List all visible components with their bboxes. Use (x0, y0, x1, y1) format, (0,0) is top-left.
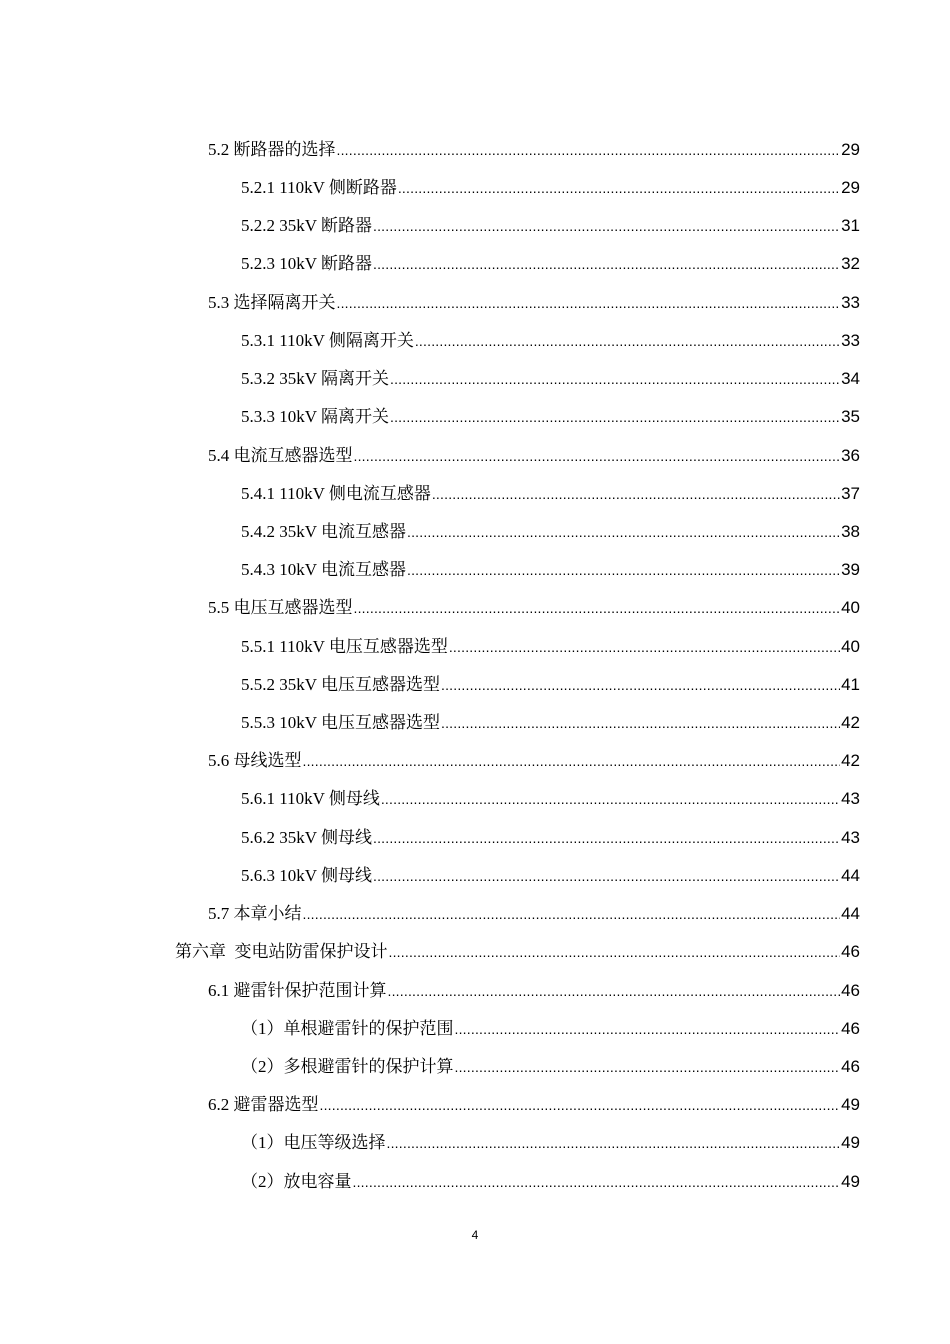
dot-leader (303, 902, 841, 926)
toc-entry-title: 5.6.1 110kV 侧母线 (241, 789, 380, 808)
toc-entry-page: 49 (841, 1133, 860, 1152)
toc-entry-page: 38 (841, 522, 860, 541)
dot-leader (387, 1131, 841, 1155)
toc-entry-page: 43 (841, 828, 860, 847)
toc-entry-page: 46 (841, 1057, 860, 1076)
toc-entry-page: 37 (841, 484, 860, 503)
toc-entry-title: 5.4.3 10kV 电流互感器 (241, 560, 406, 579)
toc-entry[interactable] (208, 138, 860, 162)
toc-entry-page: 32 (841, 254, 860, 273)
dot-leader (432, 482, 840, 506)
toc-entry[interactable] (241, 673, 860, 697)
toc-entry-title: 5.6 母线选型 (208, 751, 302, 770)
toc-entry-title: （1）电压等级选择 (241, 1133, 386, 1152)
dot-leader (373, 864, 840, 888)
dot-leader (373, 826, 840, 850)
dot-leader (455, 1055, 841, 1079)
toc-entry-page: 44 (841, 866, 860, 885)
toc-entry-page: 39 (841, 560, 860, 579)
toc-entry[interactable] (241, 787, 860, 811)
toc-entry[interactable] (241, 635, 860, 659)
dot-leader (415, 329, 840, 353)
toc-entry[interactable] (208, 902, 860, 926)
toc-entry-page: 33 (841, 331, 860, 350)
toc-entry[interactable] (241, 405, 860, 429)
toc-entry[interactable] (241, 252, 860, 276)
dot-leader (407, 558, 840, 582)
toc-entry-title: （2）多根避雷针的保护计算 (241, 1057, 454, 1076)
toc-entry-title: 5.3.3 10kV 隔离开关 (241, 407, 389, 426)
toc-entry-page: 49 (841, 1172, 860, 1191)
page-number: 4 (471, 1228, 479, 1242)
toc-entry-title: 5.5 电压互感器选型 (208, 598, 353, 617)
toc-entry[interactable] (241, 329, 860, 353)
toc-entry-title: （2）放电容量 (241, 1172, 352, 1191)
dot-leader (390, 367, 840, 391)
toc-entry-title: 6.1 避雷针保护范围计算 (208, 981, 387, 1000)
toc-entry-title: 5.3.2 35kV 隔离开关 (241, 369, 389, 388)
toc-entry[interactable] (241, 520, 860, 544)
toc-entry-title: （1）单根避雷针的保护范围 (241, 1019, 454, 1038)
toc-entry[interactable] (241, 367, 860, 391)
dot-leader (373, 214, 840, 238)
toc-entry[interactable] (208, 444, 860, 468)
toc-entry-page: 33 (841, 293, 860, 312)
dot-leader (337, 291, 841, 315)
dot-leader (390, 405, 840, 429)
toc-entry-page: 34 (841, 369, 860, 388)
toc-entry-title: 5.6.2 35kV 侧母线 (241, 828, 372, 847)
dot-leader (449, 635, 840, 659)
toc-entry[interactable] (241, 1017, 860, 1041)
toc-entry[interactable] (241, 1131, 860, 1155)
toc-entry-title: 第六章 变电站防雷保护设计 (175, 942, 388, 961)
toc-entry-page: 40 (841, 598, 860, 617)
toc-entry-title: 5.7 本章小结 (208, 904, 302, 923)
toc-entry-title: 5.5.1 110kV 电压互感器选型 (241, 637, 448, 656)
toc-entry-page: 35 (841, 407, 860, 426)
toc-entry-title: 5.3 选择隔离开关 (208, 293, 336, 312)
toc-entry-title: 5.2.2 35kV 断路器 (241, 216, 372, 235)
toc-entry[interactable] (241, 1170, 860, 1194)
toc-entry[interactable] (208, 291, 860, 315)
dot-leader (337, 138, 841, 162)
toc-entry[interactable] (241, 558, 860, 582)
toc-entry[interactable] (241, 826, 860, 850)
dot-leader (441, 673, 840, 697)
dot-leader (373, 252, 840, 276)
toc-entry-page: 42 (841, 751, 860, 770)
toc-entry[interactable] (208, 1093, 860, 1117)
toc-entry[interactable] (175, 940, 860, 964)
dot-leader (354, 596, 841, 620)
toc-entry-title: 5.2.1 110kV 侧断路器 (241, 178, 397, 197)
dot-leader (388, 979, 841, 1003)
toc-entry-page: 46 (841, 1019, 860, 1038)
dot-leader (389, 940, 841, 964)
toc-entry[interactable] (241, 482, 860, 506)
dot-leader (441, 711, 840, 735)
toc-entry-title: 5.3.1 110kV 侧隔离开关 (241, 331, 414, 350)
toc-entry-page: 49 (841, 1095, 860, 1114)
toc-entry-title: 5.5.2 35kV 电压互感器选型 (241, 675, 440, 694)
toc-entry-title: 5.4.1 110kV 侧电流互感器 (241, 484, 431, 503)
toc-entry-title: 6.2 避雷器选型 (208, 1095, 319, 1114)
toc-entry-title: 5.5.3 10kV 电压互感器选型 (241, 713, 440, 732)
toc-entry-page: 36 (841, 446, 860, 465)
toc-entry-title: 5.2.3 10kV 断路器 (241, 254, 372, 273)
toc-entry-page: 31 (841, 216, 860, 235)
toc-entry[interactable] (241, 711, 860, 735)
toc-entry[interactable] (241, 1055, 860, 1079)
dot-leader (353, 1170, 841, 1194)
toc-entry-page: 42 (841, 713, 860, 732)
toc-entry-title: 5.4.2 35kV 电流互感器 (241, 522, 406, 541)
toc-entry-page: 29 (841, 178, 860, 197)
toc-entry[interactable] (241, 214, 860, 238)
toc-entry[interactable] (241, 864, 860, 888)
toc-entry-title: 5.2 断路器的选择 (208, 140, 336, 159)
toc-entry[interactable] (241, 176, 860, 200)
dot-leader (455, 1017, 841, 1041)
toc-entry[interactable] (208, 596, 860, 620)
toc-entry-page: 44 (841, 904, 860, 923)
dot-leader (303, 749, 841, 773)
dot-leader (320, 1093, 841, 1117)
toc-entry-title: 5.4 电流互感器选型 (208, 446, 353, 465)
toc-entry-page: 29 (841, 140, 860, 159)
toc-entry-page: 46 (841, 942, 860, 961)
toc-entry-page: 43 (841, 789, 860, 808)
toc-entry-title: 5.6.3 10kV 侧母线 (241, 866, 372, 885)
toc-entry-page: 46 (841, 981, 860, 1000)
toc-entry-page: 41 (841, 675, 860, 694)
dot-leader (407, 520, 840, 544)
toc-entry[interactable] (208, 979, 860, 1003)
toc-entry[interactable] (208, 749, 860, 773)
dot-leader (354, 444, 841, 468)
toc-entry-page: 40 (841, 637, 860, 656)
dot-leader (381, 787, 840, 811)
dot-leader (398, 176, 840, 200)
